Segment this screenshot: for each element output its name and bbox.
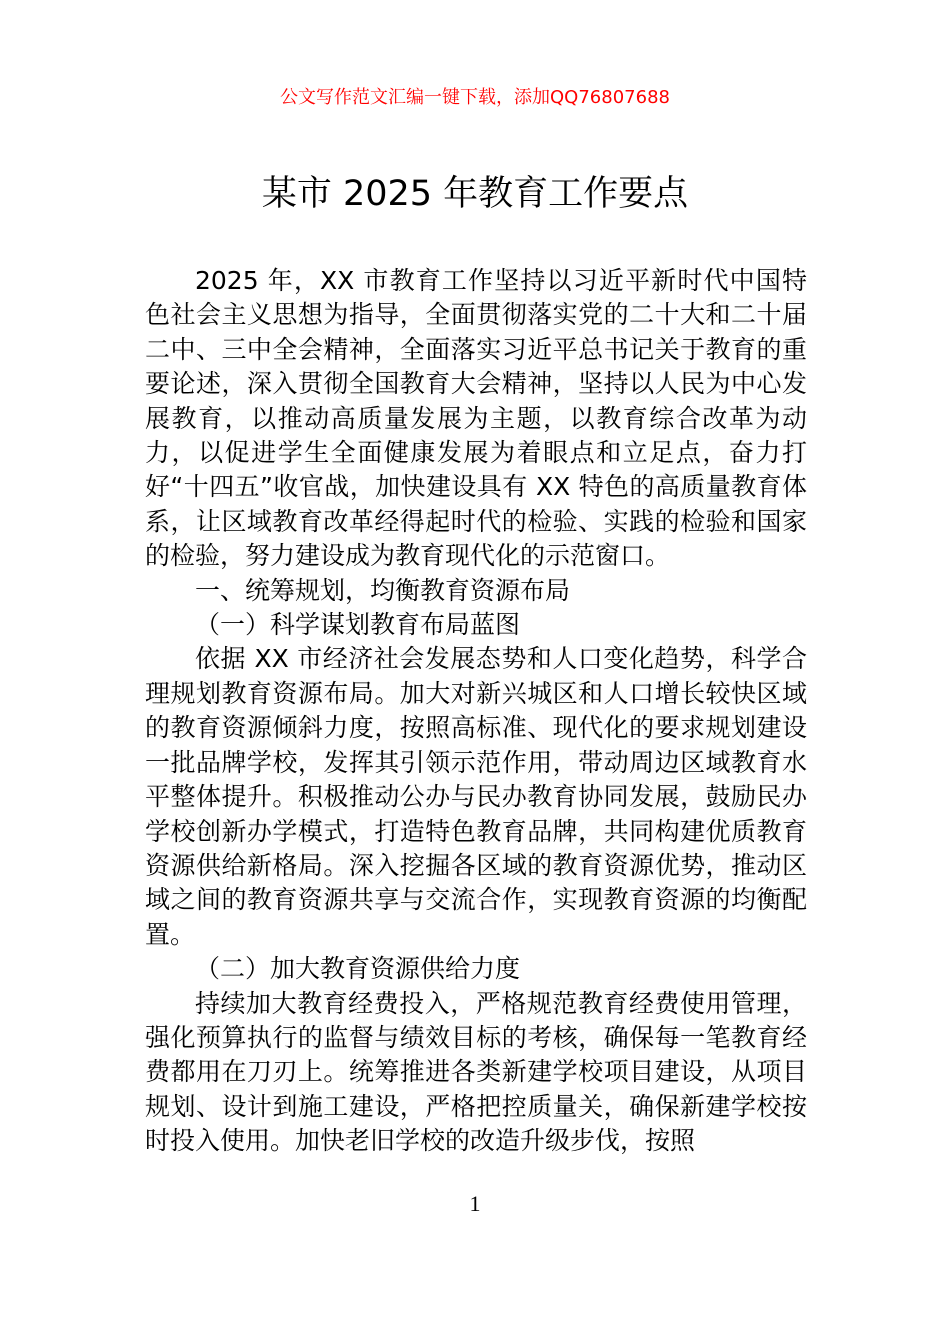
subsection-heading-1: （一）科学谋划教育布局蓝图 — [195, 610, 521, 640]
document-body — [145, 264, 807, 1159]
watermark-banner: 公文写作范文汇编一键下载，添加QQ76807688 — [280, 87, 670, 108]
intro-paragraph: 2025 年，XX 市教育工作坚持以习近平新时代中国特色社会主义思想为指导，全面贯彻落实党的二十大和二十届二中、三中全会精神，全面落实习近平总书记关于教育的重要论述，深入贯彻全国教育大会精神，坚持以人民为中心发展教育，以推动高质量发展为主题，以教育综合改革为动力，以促进学生全面健康发展为着眼点和立足点，奋力打好“十四五”收官战，加快建设具有 XX 特色的高质量教育体系，让区域教育改革经得起时代的检验、实践的检验和国家的检验，努力建设成为教育现代化的示范窗口。 — [145, 266, 807, 571]
section-heading-1: 一、统筹规划，均衡教育资源布局 — [195, 575, 571, 605]
page-number: 1 — [469, 1191, 481, 1216]
subsection-heading-2: （二）加大教育资源供给力度 — [195, 954, 521, 984]
document-title: 某市 2025 年教育工作要点 — [261, 174, 689, 214]
subsection-2-paragraph: 持续加大教育经费投入，严格规范教育经费使用管理，强化预算执行的监督与绩效目标的考核，确保每一笔教育经费都用在刀刃上。统筹推进各类新建学校项目建设，从项目规划、设计到施工建设，严格把控质量关，确保新建学校按时投入使用。加快老旧学校的改造升级步伐，按照 — [145, 988, 807, 1156]
subsection-1-paragraph: 依据 XX 市经济社会发展态势和人口变化趋势，科学合理规划教育资源布局。加大对新兴城区和人口增长较快区域的教育资源倾斜力度，按照高标准、现代化的要求规划建设一批品牌学校，发挥其引领示范作用，带动周边区域教育水平整体提升。积极推动公办与民办教育协同发展，鼓励民办学校创新办学模式，打造特色教育品牌，共同构建优质教育资源供给新格局。深入挖掘各区域的教育资源优势，推动区域之间的教育资源共享与交流合作，实现教育资源的均衡配置。 — [145, 644, 807, 949]
